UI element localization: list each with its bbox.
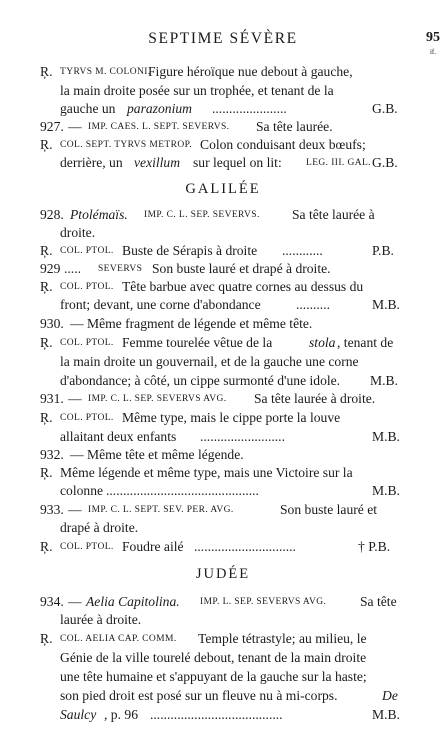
entry-number: 932. bbox=[40, 447, 64, 462]
description-text: Tête barbue avec quatre cornes au dessus du bbox=[122, 279, 364, 294]
leader-dots: .......... bbox=[296, 297, 330, 312]
city-name: Ptolémaïs. bbox=[70, 207, 128, 222]
coin-legend: IMP. C. L. SEP. SEVERVS. bbox=[144, 210, 260, 220]
reverse-sign: Ŗ. bbox=[40, 539, 53, 554]
coin-legend: COL. PTOL. bbox=[60, 282, 114, 292]
reverse-sign: Ŗ. bbox=[40, 279, 53, 294]
text-line bbox=[0, 610, 446, 630]
dash: — bbox=[68, 502, 82, 517]
text-line bbox=[0, 352, 446, 372]
description-text: — Même fragment de légende et même tête. bbox=[70, 316, 313, 331]
text-line bbox=[0, 648, 446, 668]
entry-number: 933. bbox=[40, 502, 64, 517]
coin-legend: LEG. III. GAL. bbox=[306, 158, 371, 168]
description-text: Sa tête laurée à droite. bbox=[254, 391, 376, 406]
leader-dots: ..... bbox=[64, 261, 81, 276]
description-text: — Même tête et même légende. bbox=[70, 447, 244, 462]
description-text: la main droite un gouvernail, et de la gauche une corne bbox=[60, 354, 359, 369]
module-size: M.B. bbox=[370, 373, 398, 388]
description-text: Buste de Sérapis à droite bbox=[122, 243, 258, 258]
section-heading-judee: JUDÉE bbox=[195, 566, 251, 582]
description-text: Génie de la ville tourelé debout, tenant de la main droite bbox=[60, 650, 367, 665]
entry-929-line bbox=[0, 259, 446, 279]
coin-legend: IMP. C. L. SEP. SEVERVS AVG. bbox=[88, 394, 227, 404]
coin-legend: COL. AELIA CAP. COMM. bbox=[60, 634, 177, 644]
entry-number: 927. bbox=[40, 119, 64, 134]
leader-dots: ............ bbox=[282, 243, 323, 258]
text-line bbox=[0, 223, 446, 243]
text-line bbox=[0, 686, 446, 706]
description-text: laurée à droite. bbox=[60, 612, 142, 627]
entry-number: 930. bbox=[40, 316, 64, 331]
module-size: G.B. bbox=[372, 101, 398, 116]
reverse-sign: Ŗ. bbox=[40, 335, 53, 350]
page-signature-mark: if. bbox=[429, 48, 436, 56]
description-text: son pied droit est posé sur un fleuve nu à mi-corps. bbox=[60, 688, 338, 703]
description-text: Figure héroïque nue debout à gauche, bbox=[148, 64, 353, 79]
text-line bbox=[0, 81, 446, 101]
entry-933-line bbox=[0, 500, 446, 520]
description-text: Colon conduisant deux bœufs; bbox=[200, 137, 366, 152]
description-text: la main droite posée sur un trophée, et tenant de la bbox=[60, 83, 334, 98]
entry-930-line bbox=[0, 314, 446, 334]
text-line bbox=[0, 153, 446, 173]
entry-number: 934. bbox=[40, 594, 64, 609]
coin-legend: IMP. CAES. L. SEPT. SEVERVS. bbox=[88, 122, 230, 132]
text-line bbox=[0, 408, 446, 428]
reverse-sign: Ŗ. bbox=[40, 631, 53, 646]
entry-number: 931. bbox=[40, 391, 64, 406]
module-size: M.B. bbox=[372, 297, 400, 312]
coin-legend: COL. PTOL. bbox=[60, 338, 114, 348]
entry-934-line bbox=[0, 592, 446, 612]
dash: — bbox=[68, 391, 82, 406]
description-text: allaitant deux enfants bbox=[60, 429, 177, 444]
description-text: Foudre ailé bbox=[122, 539, 184, 554]
text-line bbox=[0, 333, 446, 353]
text-line bbox=[0, 62, 446, 82]
reverse-sign: Ŗ. bbox=[40, 465, 53, 480]
description-text: gauche un bbox=[60, 101, 116, 116]
coin-legend: COL. PTOL. bbox=[60, 246, 114, 256]
description-text: drapé à droite. bbox=[60, 520, 139, 535]
text-line bbox=[0, 277, 446, 297]
entry-932-line bbox=[0, 445, 446, 465]
leader-dots: ............................................. bbox=[106, 483, 259, 498]
entry-928-line bbox=[0, 205, 446, 225]
module-size: G.B. bbox=[372, 155, 398, 170]
description-text: derrière, un bbox=[60, 155, 123, 170]
section-heading-galilee: GALILÉE bbox=[185, 181, 261, 197]
dash: — bbox=[68, 119, 82, 134]
city-name: Aelia Capitolina. bbox=[86, 594, 180, 609]
module-size: M.B. bbox=[372, 429, 400, 444]
text-line bbox=[0, 705, 446, 725]
text-line bbox=[0, 135, 446, 155]
leader-dots: ....................................... bbox=[150, 707, 283, 722]
description-text: sur lequel on lit: bbox=[193, 155, 282, 170]
reverse-sign: Ŗ. bbox=[40, 243, 53, 258]
description-text: Même type, mais le cippe porte la louve bbox=[122, 410, 341, 425]
coin-legend: COL. PTOL. bbox=[60, 413, 114, 423]
coin-legend: TYRVS M. COLONI. bbox=[60, 67, 151, 77]
description-text: une tête humaine et s'appuyant de la gauche sur la haste; bbox=[60, 669, 367, 684]
description-text: colonne bbox=[60, 483, 104, 498]
coin-legend: COL. PTOL. bbox=[60, 542, 114, 552]
text-line bbox=[0, 295, 446, 315]
italic-term: De bbox=[382, 688, 398, 703]
description-text: Femme tourelée vêtue de la bbox=[122, 335, 273, 350]
description-text: Sa tête bbox=[360, 594, 397, 609]
italic-term: stola bbox=[309, 335, 336, 350]
entry-number: 928. bbox=[40, 207, 64, 222]
reverse-sign: Ŗ. bbox=[40, 64, 53, 79]
text-line bbox=[0, 667, 446, 687]
description-text: front; devant, une corne d'abondance bbox=[60, 297, 261, 312]
italic-term: vexillum bbox=[134, 155, 181, 170]
coin-legend: SEVERVS bbox=[98, 264, 143, 274]
description-text: Son buste lauré et drapé à droite. bbox=[152, 261, 331, 276]
description-text: Même légende et même type, mais une Victoire sur la bbox=[60, 465, 353, 480]
leader-dots: ......................... bbox=[200, 429, 285, 444]
italic-term: Saulcy bbox=[60, 707, 97, 722]
description-text: d'abondance; à côté, un cippe surmonté d'une idole. bbox=[60, 373, 341, 388]
text-line bbox=[0, 518, 446, 538]
module-size: † P.B. bbox=[358, 539, 391, 554]
coin-legend: IMP. L. SEP. SEVERVS AVG. bbox=[200, 597, 327, 607]
module-size: M.B. bbox=[372, 483, 400, 498]
italic-term: parazonium bbox=[127, 101, 192, 116]
entry-931-line bbox=[0, 389, 446, 409]
leader-dots: .............................. bbox=[194, 539, 296, 554]
entry-number: 929 bbox=[40, 261, 61, 276]
reverse-sign: Ŗ. bbox=[40, 137, 53, 152]
description-text: Temple tétrastyle; au milieu, le bbox=[198, 631, 367, 646]
text-line bbox=[0, 481, 446, 501]
description-text: droite. bbox=[60, 225, 96, 240]
text-line bbox=[0, 241, 446, 261]
description-text: , tenant de bbox=[337, 335, 394, 350]
entry-927-line bbox=[0, 117, 446, 137]
description-text: Sa tête laurée. bbox=[256, 119, 333, 134]
description-text: , p. 96 bbox=[104, 707, 138, 722]
text-line bbox=[0, 427, 446, 447]
module-size: P.B. bbox=[372, 243, 394, 258]
running-head: SEPTIME SÉVÈRE bbox=[148, 30, 298, 47]
description-text: Son buste lauré et bbox=[280, 502, 378, 517]
page-number: 95 bbox=[426, 30, 440, 45]
text-line bbox=[0, 537, 446, 557]
coin-legend: COL. SEPT. TYRVS METROP. bbox=[60, 140, 193, 150]
dash: — bbox=[68, 594, 82, 609]
text-line bbox=[0, 463, 446, 483]
text-line bbox=[0, 629, 446, 649]
text-line bbox=[0, 371, 446, 391]
text-line bbox=[0, 99, 446, 119]
coin-legend: IMP. C. L. SEPT. SEV. PER. AVG. bbox=[88, 505, 234, 515]
module-size: M.B. bbox=[372, 707, 400, 722]
leader-dots: ...................... bbox=[212, 101, 287, 116]
description-text: Sa tête laurée à bbox=[292, 207, 375, 222]
reverse-sign: Ŗ. bbox=[40, 410, 53, 425]
